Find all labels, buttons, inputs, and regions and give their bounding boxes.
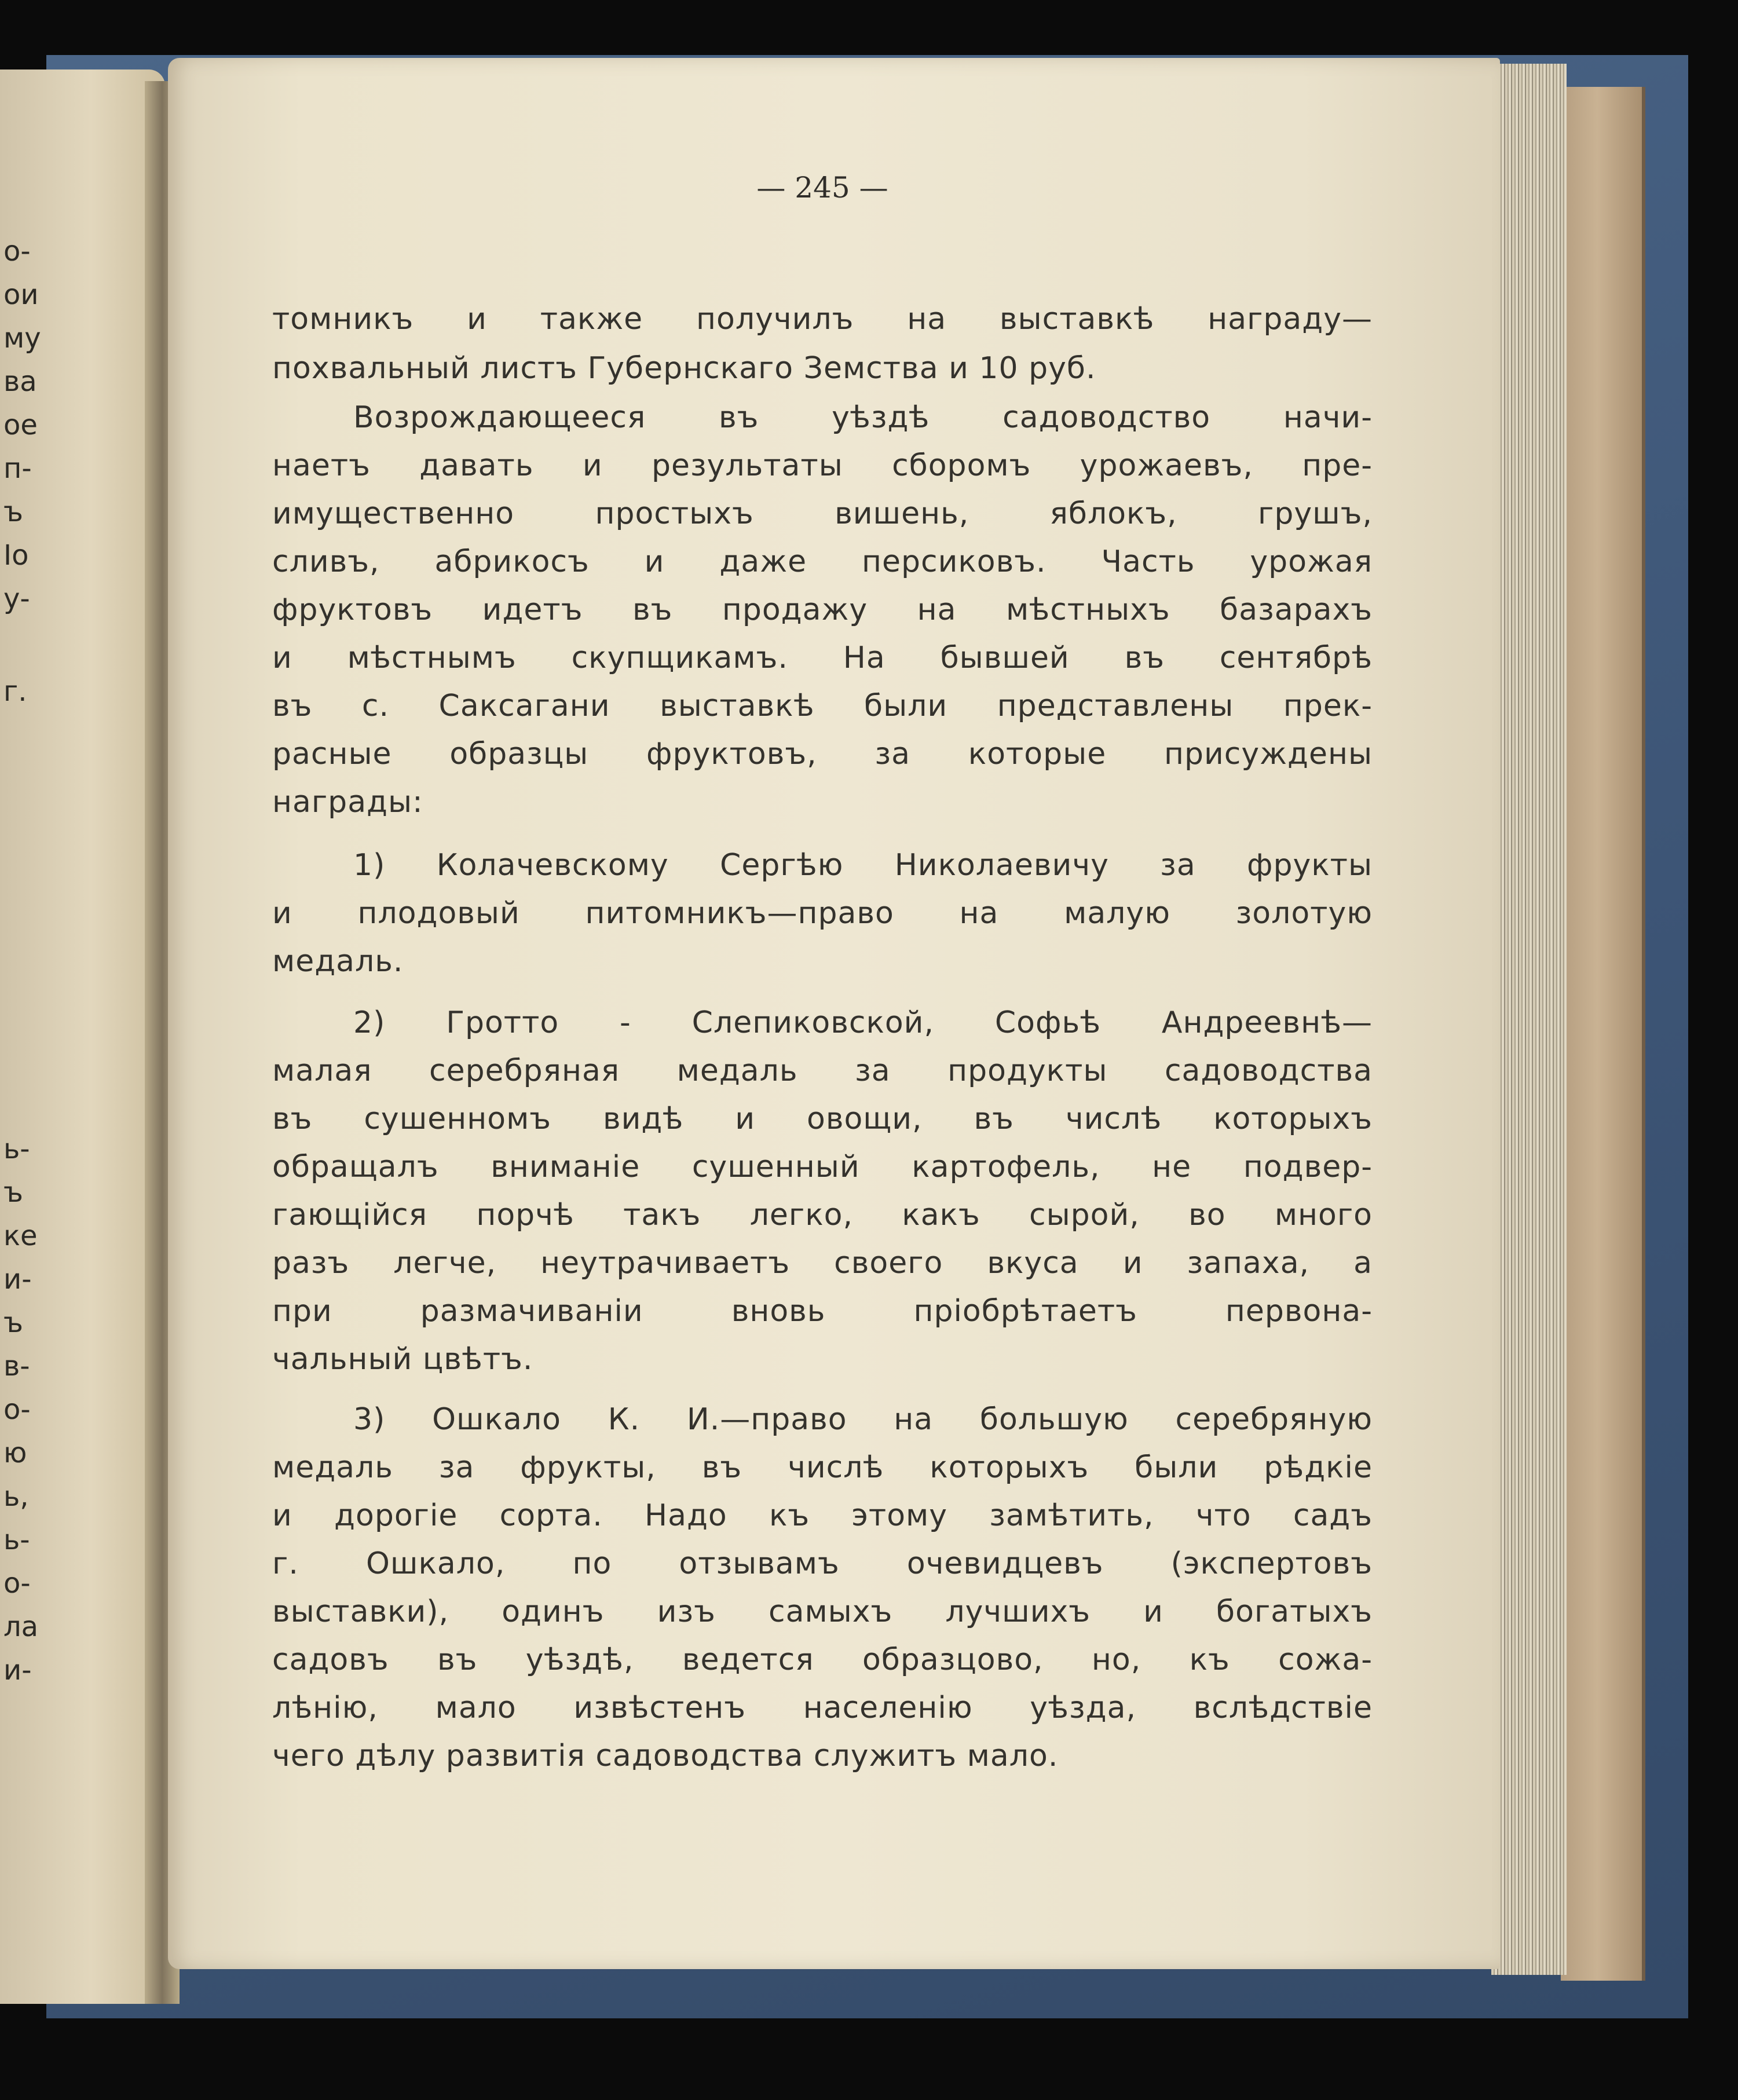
text-line: разъ легче, неутрачиваетъ своего вкуса и запаха, а — [272, 1246, 1373, 1281]
text-line: медаль. — [272, 944, 404, 979]
left-fragment: ъ — [3, 1307, 23, 1339]
text-line: и плодовый питомникъ—право на малую золотую — [272, 896, 1373, 931]
right-page — [168, 58, 1500, 1969]
back-cover-board — [1561, 87, 1645, 1981]
text-line: и мѣстнымъ скупщикамъ. На бывшей въ сентябрѣ — [272, 641, 1373, 675]
text-line: выставки), одинъ изъ самыхъ лучшихъ и богатыхъ — [272, 1594, 1373, 1629]
text-line: въ с. Саксагани выставкѣ были представлены прек- — [272, 689, 1373, 723]
left-fragment: ъ — [3, 1176, 23, 1209]
text-line: обращалъ вниманіе сушенный картофель, не подвер- — [272, 1150, 1373, 1184]
page-fore-edge — [1491, 64, 1567, 1975]
left-fragment: ь, — [3, 1480, 29, 1513]
left-fragment: ое — [3, 409, 38, 441]
left-fragment: ке — [3, 1220, 38, 1252]
left-page-text-fragments — [0, 69, 165, 2004]
text-line: садовъ въ уѣздѣ, ведется образцово, но, къ сожа- — [272, 1642, 1373, 1677]
text-line: 3) Ошкало К. И.—право на большую серебряную — [353, 1402, 1373, 1437]
text-line: расные образцы фруктовъ, за которые присуждены — [272, 737, 1373, 771]
text-line: чего дѣлу развитія садоводства служитъ мало. — [272, 1739, 1059, 1773]
text-line: похвальный листъ Губернскаго Земства и 10 руб. — [272, 351, 1096, 386]
text-line: лѣнію, мало извѣстенъ населенію уѣзда, вслѣдствіе — [272, 1691, 1373, 1725]
left-fragment: г. — [3, 675, 27, 708]
text-line: при размачиваніи вновь пріобрѣтаетъ первона- — [272, 1294, 1373, 1329]
left-fragment: у- — [3, 583, 30, 615]
text-line: фруктовъ идетъ въ продажу на мѣстныхъ базарахъ — [272, 592, 1373, 627]
left-page — [0, 69, 165, 2004]
left-fragment: ю — [3, 1437, 27, 1469]
text-line: томникъ и также получилъ на выставкѣ награду— — [272, 302, 1373, 336]
left-fragment: о- — [3, 235, 31, 268]
left-fragment: му — [3, 322, 41, 354]
text-line: 2) Гротто - Слепиковской, Софьѣ Андреевнѣ— — [353, 1005, 1373, 1040]
text-line: гающійся порчѣ такъ легко, какъ сырой, во много — [272, 1198, 1373, 1232]
text-line: наетъ давать и результаты сборомъ урожаевъ, пре- — [272, 448, 1373, 483]
left-fragment: о- — [3, 1567, 31, 1600]
left-fragment: ъ — [3, 496, 23, 528]
left-fragment: ои — [3, 279, 39, 311]
left-fragment: Іо — [3, 539, 29, 572]
text-line: медаль за фрукты, въ числѣ которыхъ были рѣдкіе — [272, 1450, 1373, 1485]
left-fragment: ь- — [3, 1133, 30, 1165]
left-fragment: ь- — [3, 1524, 30, 1556]
text-line: Возрождающееся въ уѣздѣ садоводство начи- — [353, 400, 1373, 435]
text-line: и дорогіе сорта. Надо къ этому замѣтить, что садъ — [272, 1498, 1373, 1533]
text-line: чальный цвѣтъ. — [272, 1342, 533, 1377]
left-fragment: п- — [3, 452, 32, 485]
text-line: въ сушенномъ видѣ и овощи, въ числѣ которыхъ — [272, 1102, 1373, 1136]
left-fragment: ва — [3, 365, 37, 398]
text-line: награды: — [272, 785, 423, 819]
left-fragment: и- — [3, 1654, 32, 1686]
page-number: — 245 — — [756, 171, 888, 204]
left-fragment: ла — [3, 1611, 39, 1643]
left-fragment: в- — [3, 1350, 30, 1382]
text-line: г. Ошкало, по отзывамъ очевидцевъ (экспертовъ — [272, 1546, 1373, 1581]
text-line: сливъ, абрикосъ и даже персиковъ. Часть урожая — [272, 544, 1373, 579]
left-fragment: и- — [3, 1263, 32, 1296]
text-line: малая серебряная медаль за продукты садоводства — [272, 1053, 1373, 1088]
text-line: имущественно простыхъ вишень, яблокъ, грушъ, — [272, 496, 1373, 531]
text-line: 1) Колачевскому Сергѣю Николаевичу за фрукты — [353, 848, 1373, 883]
left-fragment: о- — [3, 1393, 31, 1426]
